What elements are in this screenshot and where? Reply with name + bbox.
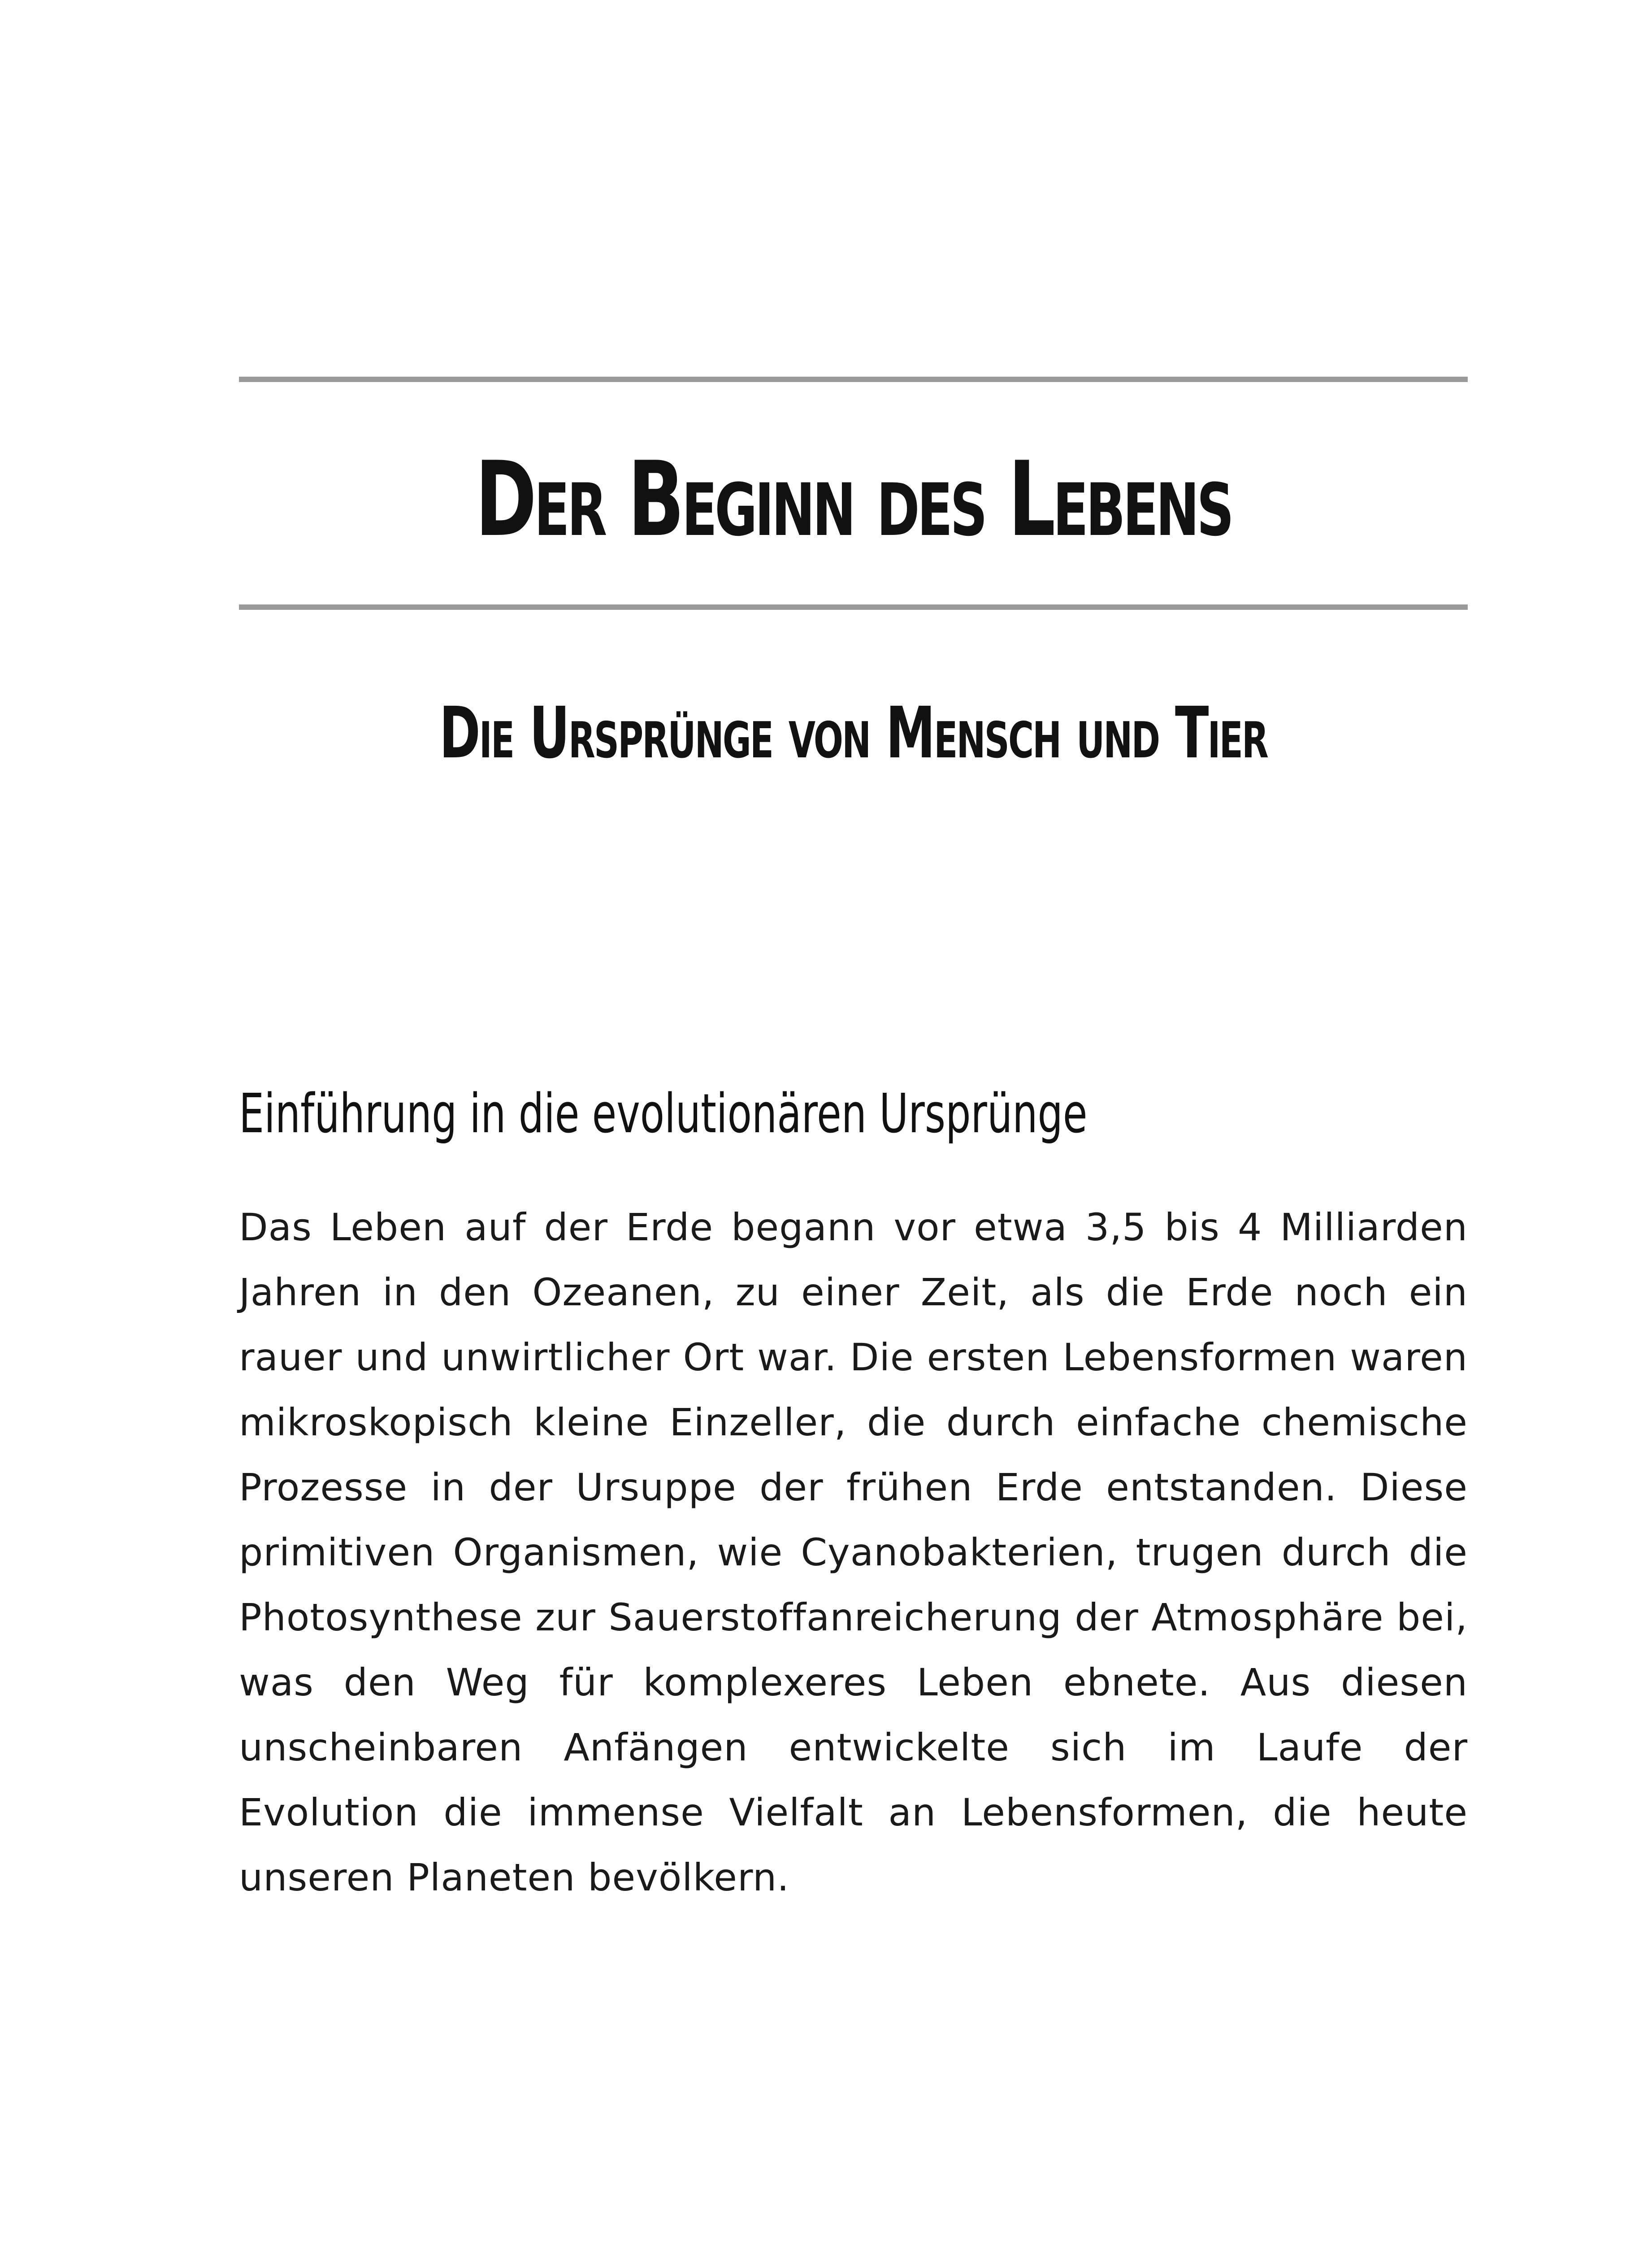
chapter-subtitle: Die Ursprünge von Mensch und Tier [439, 692, 1268, 774]
top-divider [239, 377, 1468, 382]
body-paragraph: Das Leben auf der Erde begann vor etwa 3,5 bis 4 Milliarden Jahren in den Ozeanen, zu einer Zeit, als die Erde noch ein rauer und unwirtlicher Ort war. Die ersten Lebensformen waren mikroskopisch kleine Einzeller, die durch einfache chemische Prozesse in der Ursuppe der frühen Erde entstanden. Diese primitiven Organismen, wie Cyanobakterien, trugen durch die Photosynthese zur Sauerstoffanreicherung der Atmosphäre bei, was den Weg für komplexeres Leben ebnete. Aus diesen unscheinbaren Anfängen entwickelte sich im Laufe der Evolution die immense Vielfalt an Lebensformen, die heute unseren Planeten bevölkern. [239, 1205, 1468, 1899]
section-heading: Einführung in die evolutionären Ursprünge [239, 1083, 1088, 1145]
bottom-divider [239, 604, 1468, 610]
chapter-title: Der Beginn des Lebens [475, 440, 1232, 560]
